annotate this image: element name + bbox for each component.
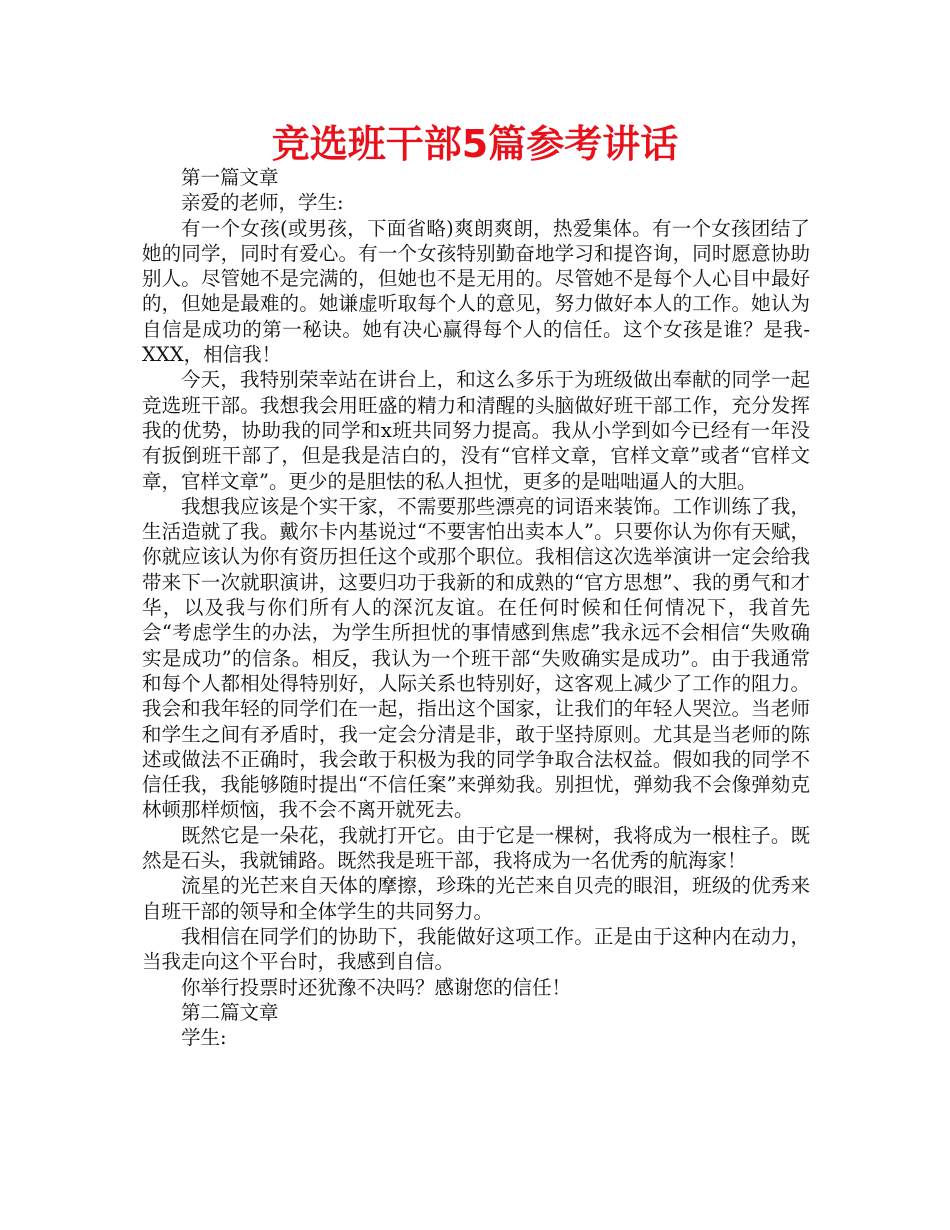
paragraph: 流星的光芒来自天体的摩擦，珍珠的光芒来自贝壳的眼泪，班级的优秀来自班干部的领导和全体学生的共同努力。 [142,874,810,923]
paragraph: 今天，我特别荣幸站在讲台上，和这么多乐于为班级做出奉献的同学一起竞选班干部。我想我会用旺盛的精力和清醒的头脑做好班干部工作，充分发挥我的优势，协助我的同学和x班共同努力提高。我从小学到如今已经有一年没有扳倒班干部了，但是我是洁白的，没有“官样文章，官样文章”或者“官样文章，官样文章”。更少的是胆怯的私人担忧，更多的是咄咄逼人的大胆。 [142,368,810,493]
document-body [142,165,810,1050]
paragraph: 既然它是一朵花，我就打开它。由于它是一棵树，我将成为一根柱子。既然是石头，我就铺路。既然我是班干部，我将成为一名优秀的航海家！ [142,823,810,873]
paragraph: 我相信在同学们的协助下，我能做好这项工作。正是由于这种内在动力，当我走向这个平台时，我感到自信。 [142,924,810,974]
paragraph: 你举行投票时还犹豫不决吗？感谢您的信任！ [181,975,572,999]
section-heading-second: 第二篇文章 [181,1000,279,1024]
salutation: 学生: [181,1026,227,1050]
document-title: 竞选班干部5篇参考讲话 [271,122,679,166]
paragraph: 有一个女孩(或男孩，下面省略)爽朗爽朗，热爱集体。有一个女孩团结了她的同学，同时有爱心。有一个女孩特别勤奋地学习和提咨询，同时愿意协助别人。尽管她不是完满的，但她也不是无用的。尽管她不是每个人心目中最好的，但她是最难的。她谦虚听取每个人的意见，努力做好本人的工作。她认为自信是成功的第一秘诀。她有决心赢得每个人的信任。这个女孩是谁？是我-XXX，相信我！ [142,216,810,367]
section-heading-first: 第一篇文章 [181,166,279,189]
paragraph: 我想我应该是个实干家，不需要那些漂亮的词语来装饰。工作训练了我，生活造就了我。戴尔卡内基说过“不要害怕出卖本人”。只要你认为你有天赋，你就应该认为你有资历担任这个或那个职位。我相信这次选举演讲一定会给我带来下一次就职演讲，这要归功于我新的和成熟的“官方思想”、我的勇气和才华，以及我与你们所有人的深沉友谊。在任何时候和任何情况下，我首先会“考虑学生的办法，为学生所担忧的事情感到焦虑”我永远不会相信“失败确实是成功”的信条。相反，我认为一个班干部“失败确实是成功”。由于我通常和每个人都相处得特别好，人际关系也特别好，这客观上减少了工作的阻力。我会和我年轻的同学们在一起，指出这个国家，让我们的年轻人哭泣。当老师和学生之间有矛盾时，我一定会分清是非，敢于坚持原则。尤其是当老师的陈述或做法不正确时，我会敢于积极为我的同学争取合法权益。假如我的同学不信任我，我能够随时提出“不信任案”来弹劾我。别担忧，弹劾我不会像弹劾克林顿那样烦恼，我不会不离开就死去。 [142,494,810,822]
salutation: 亲爱的老师，学生: [181,191,344,215]
